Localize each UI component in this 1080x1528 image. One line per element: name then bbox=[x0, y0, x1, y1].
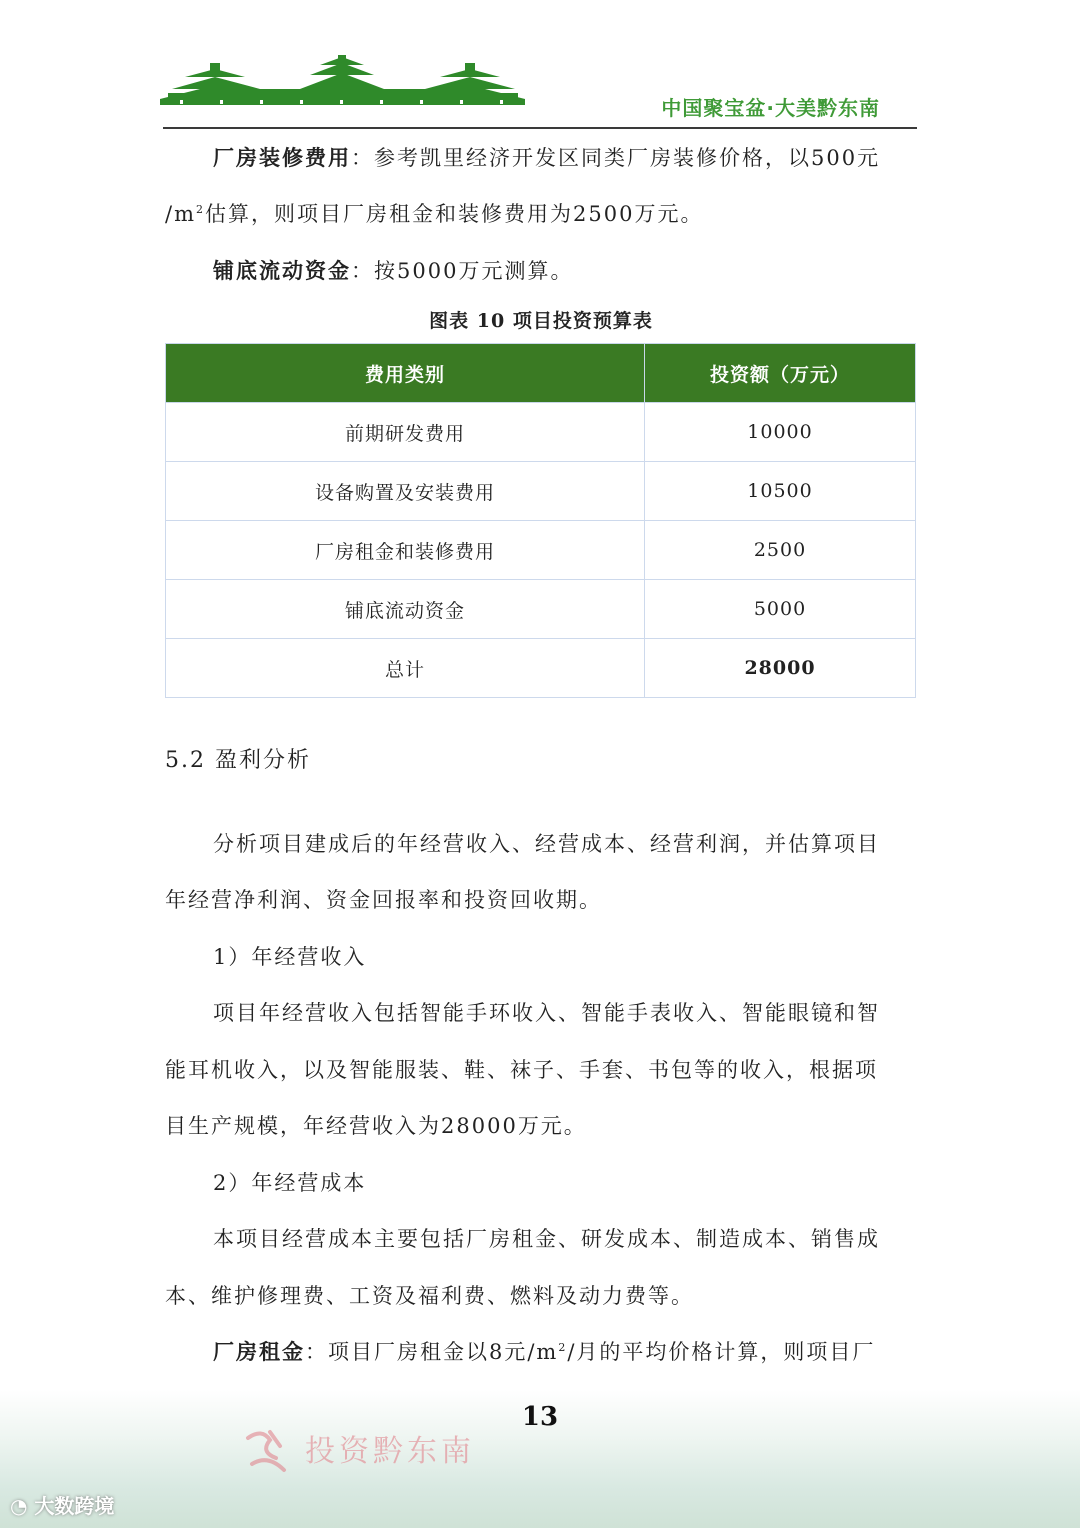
subsection-title-cost: 2）年经营成本 bbox=[213, 1171, 367, 1195]
revenue-line-3c: 万元。 bbox=[517, 1114, 587, 1138]
revenue-line-1: 项目年经营收入包括智能手环收入、智能手表收入、智能眼镜和智 bbox=[213, 1001, 880, 1025]
cost-line-1: 本项目经营成本主要包括厂房租金、研发成本、制造成本、销售成 bbox=[213, 1227, 880, 1251]
brand-name: 投资黔东南 bbox=[305, 1434, 475, 1469]
cost-line-2: 本、维护修理费、工资及福利费、燃料及动力费等。 bbox=[165, 1284, 694, 1308]
renovation-body-2a: /m bbox=[165, 202, 196, 226]
renovation-superscript: 2 bbox=[196, 203, 205, 216]
header-category: 费用类别 bbox=[166, 344, 645, 403]
cell-amount: 2500 bbox=[645, 521, 916, 580]
revenue-amount: 28000 bbox=[441, 1114, 518, 1138]
table-row bbox=[166, 403, 916, 462]
working-capital-lead: 铺底流动资金 bbox=[213, 258, 351, 283]
renovation-body-1: ：参考凯里经济开发区同类厂房装修价格，以500元 bbox=[351, 146, 881, 170]
watermark-text: 大数跨境 bbox=[34, 1494, 115, 1518]
renovation-lead: 厂房装修费用 bbox=[213, 145, 351, 170]
working-capital-body: ：按5000万元测算。 bbox=[351, 259, 574, 283]
pagoda-header-illustration bbox=[160, 55, 525, 120]
table-header-row bbox=[166, 344, 916, 403]
subsection-title-revenue: 1）年经营收入 bbox=[213, 945, 367, 969]
table-row bbox=[166, 580, 916, 639]
working-capital-paragraph bbox=[165, 243, 917, 299]
table-row bbox=[166, 462, 916, 521]
cell-amount: 10500 bbox=[645, 462, 916, 521]
revenue-line-3a: 目生产规模，年经营收入为 bbox=[165, 1114, 441, 1138]
cell-category: 铺底流动资金 bbox=[166, 580, 645, 639]
rent-superscript: 2 bbox=[558, 1341, 568, 1354]
table-row bbox=[166, 521, 916, 580]
header-amount: 投资额（万元） bbox=[645, 344, 916, 403]
header-slogan: 中国聚宝盆·大美黔东南 bbox=[661, 96, 880, 120]
renovation-body-2b: 估算，则项目厂房租金和装修费用为2500万元。 bbox=[205, 202, 704, 226]
renovation-paragraph-cont bbox=[165, 186, 917, 242]
cell-amount: 5000 bbox=[645, 580, 916, 639]
page-number: 13 bbox=[521, 1402, 559, 1432]
cell-amount: 10000 bbox=[645, 403, 916, 462]
cell-total-label: 总计 bbox=[166, 639, 645, 698]
rent-paragraph bbox=[165, 1324, 917, 1380]
intro-line-2: 年经营净利润、资金回报率和投资回收期。 bbox=[165, 888, 602, 912]
revenue-line-3 bbox=[165, 1098, 917, 1154]
header-divider bbox=[163, 127, 917, 129]
revenue-line-2: 能耳机收入，以及智能服装、鞋、袜子、手套、书包等的收入，根据项 bbox=[165, 1058, 878, 1082]
cell-category: 厂房租金和装修费用 bbox=[166, 521, 645, 580]
cell-category: 前期研发费用 bbox=[166, 403, 645, 462]
rent-lead: 厂房租金 bbox=[213, 1339, 305, 1364]
intro-line-1: 分析项目建成后的年经营收入、经营成本、经营利润，并估算项目 bbox=[213, 832, 880, 856]
rent-body-b: /月的平均价格计算，则项目厂 bbox=[567, 1340, 876, 1364]
table-total-row bbox=[166, 639, 916, 698]
watermark-icon: ◔ bbox=[10, 1494, 35, 1518]
table-caption: 图表 10 项目投资预算表 bbox=[429, 310, 653, 332]
section-title: 5.2 盈利分析 bbox=[165, 748, 311, 773]
cell-category: 设备购置及安装费用 bbox=[166, 462, 645, 521]
investment-budget-table bbox=[165, 343, 916, 698]
rent-body-a: ：项目厂房租金以8元/m bbox=[305, 1340, 559, 1364]
watermark bbox=[10, 1490, 114, 1519]
renovation-paragraph bbox=[165, 130, 917, 186]
cell-total-amount: 28000 bbox=[645, 639, 916, 698]
